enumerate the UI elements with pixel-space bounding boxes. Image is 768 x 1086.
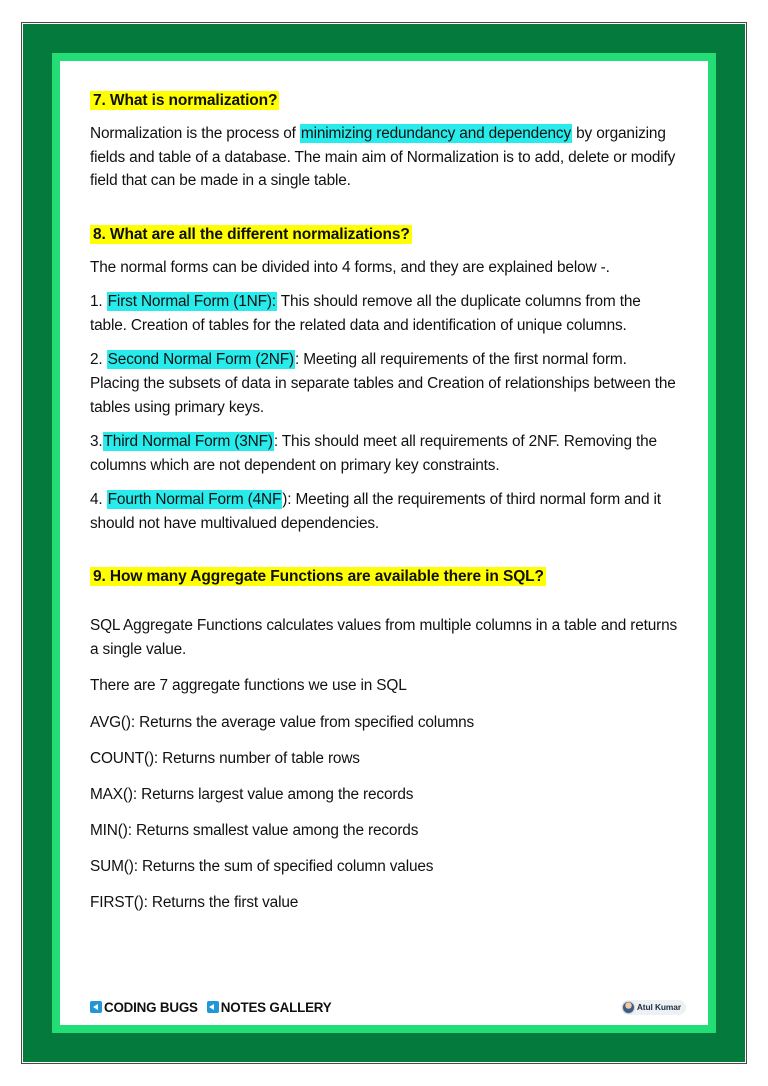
item-1-term: First Normal Form (1NF):: [107, 293, 276, 311]
brand-notes-gallery: [207, 1000, 332, 1015]
section-spacer-1: [90, 193, 678, 223]
aggregate-function-count: COUNT(): Returns number of table rows: [90, 749, 360, 767]
aggregate-function-first: FIRST(): Returns the first value: [90, 894, 299, 912]
aggregate-function-sum: SUM(): Returns the sum of specified column values: [90, 857, 434, 875]
play-triangle-icon: [90, 1001, 102, 1013]
author-name: Atul Kumar: [636, 1002, 681, 1012]
q7-text-part-1: Normalization is the process of: [90, 125, 300, 142]
normal-form-item-4: [90, 488, 678, 535]
item-3-rest: : This should meet all requirements of 2NF. Removing the columns which are not dependent on primary key constraints.: [90, 433, 657, 474]
item-1-rest: This should remove all the duplicate columns from the table. Creation of tables for the related data and identification of unique columns.: [90, 293, 641, 334]
q7-text-part-3: by organizing fields and table of a database. The main aim of Normalization is to add, delete or modify field that can be made in a single table.: [90, 125, 676, 190]
aggregate-count-line: There are 7 aggregate functions we use in SQL: [90, 677, 407, 695]
normal-form-item-3: [90, 430, 678, 477]
item-2-number: 2.: [90, 351, 107, 369]
play-triangle-icon-secondary: [207, 1001, 219, 1013]
question-9-gap: [90, 589, 678, 605]
avatar-icon: [622, 1001, 635, 1014]
item-1-number: 1.: [90, 293, 107, 311]
page-footer: [90, 995, 686, 1019]
aggregate-function-min: MIN(): Returns smallest value among the records: [90, 821, 419, 839]
normal-form-item-2: [90, 348, 678, 419]
question-8-heading: 8. What are all the different normalizations?: [90, 225, 412, 244]
section-spacer-2: [90, 535, 678, 565]
item-4-number: 4.: [90, 491, 107, 509]
aggregate-function-max: MAX(): Returns largest value among the records: [90, 785, 414, 803]
item-2-rest: : Meeting all requirements of the first normal form. Placing the subsets of data in separate tables and Creation of relationships between the tables using primary keys.: [90, 351, 676, 416]
content-sheet: [60, 61, 708, 1025]
question-9-heading-line: [90, 565, 678, 589]
question-8-intro: The normal forms can be divided into 4 forms, and they are explained below -.: [90, 258, 610, 276]
normal-form-item-1: [90, 290, 678, 337]
brand-coding-bugs: [90, 1000, 198, 1015]
brand-notes-gallery-label: NOTES GALLERY: [220, 999, 332, 1015]
q7-highlight-phrase: minimizing redundancy and dependency: [300, 125, 572, 142]
aggregate-function-avg: AVG(): Returns the average value from specified columns: [90, 713, 475, 731]
item-4-term: Fourth Normal Form (4NF: [107, 491, 282, 509]
item-2-term: Second Normal Form (2NF): [107, 351, 294, 369]
question-7-heading-line: [90, 89, 678, 113]
item-4-rest: ): Meeting all the requirements of third normal form and it should not have multivalued dependencies.: [90, 491, 661, 532]
item-3-term: Third Normal Form (3NF): [103, 433, 273, 451]
question-7-answer: [90, 122, 678, 193]
author-credit: [621, 1000, 686, 1015]
item-3-number: 3.: [90, 433, 103, 451]
question-9-heading: 9. How many Aggregate Functions are available there in SQL?: [90, 567, 546, 586]
question-7-heading: 7. What is normalization?: [90, 91, 279, 110]
question-9-intro: SQL Aggregate Functions calculates values from multiple columns in a table and returns a single value.: [90, 617, 678, 658]
question-8-heading-line: [90, 223, 678, 247]
brand-coding-bugs-label: CODING BUGS: [104, 999, 198, 1015]
